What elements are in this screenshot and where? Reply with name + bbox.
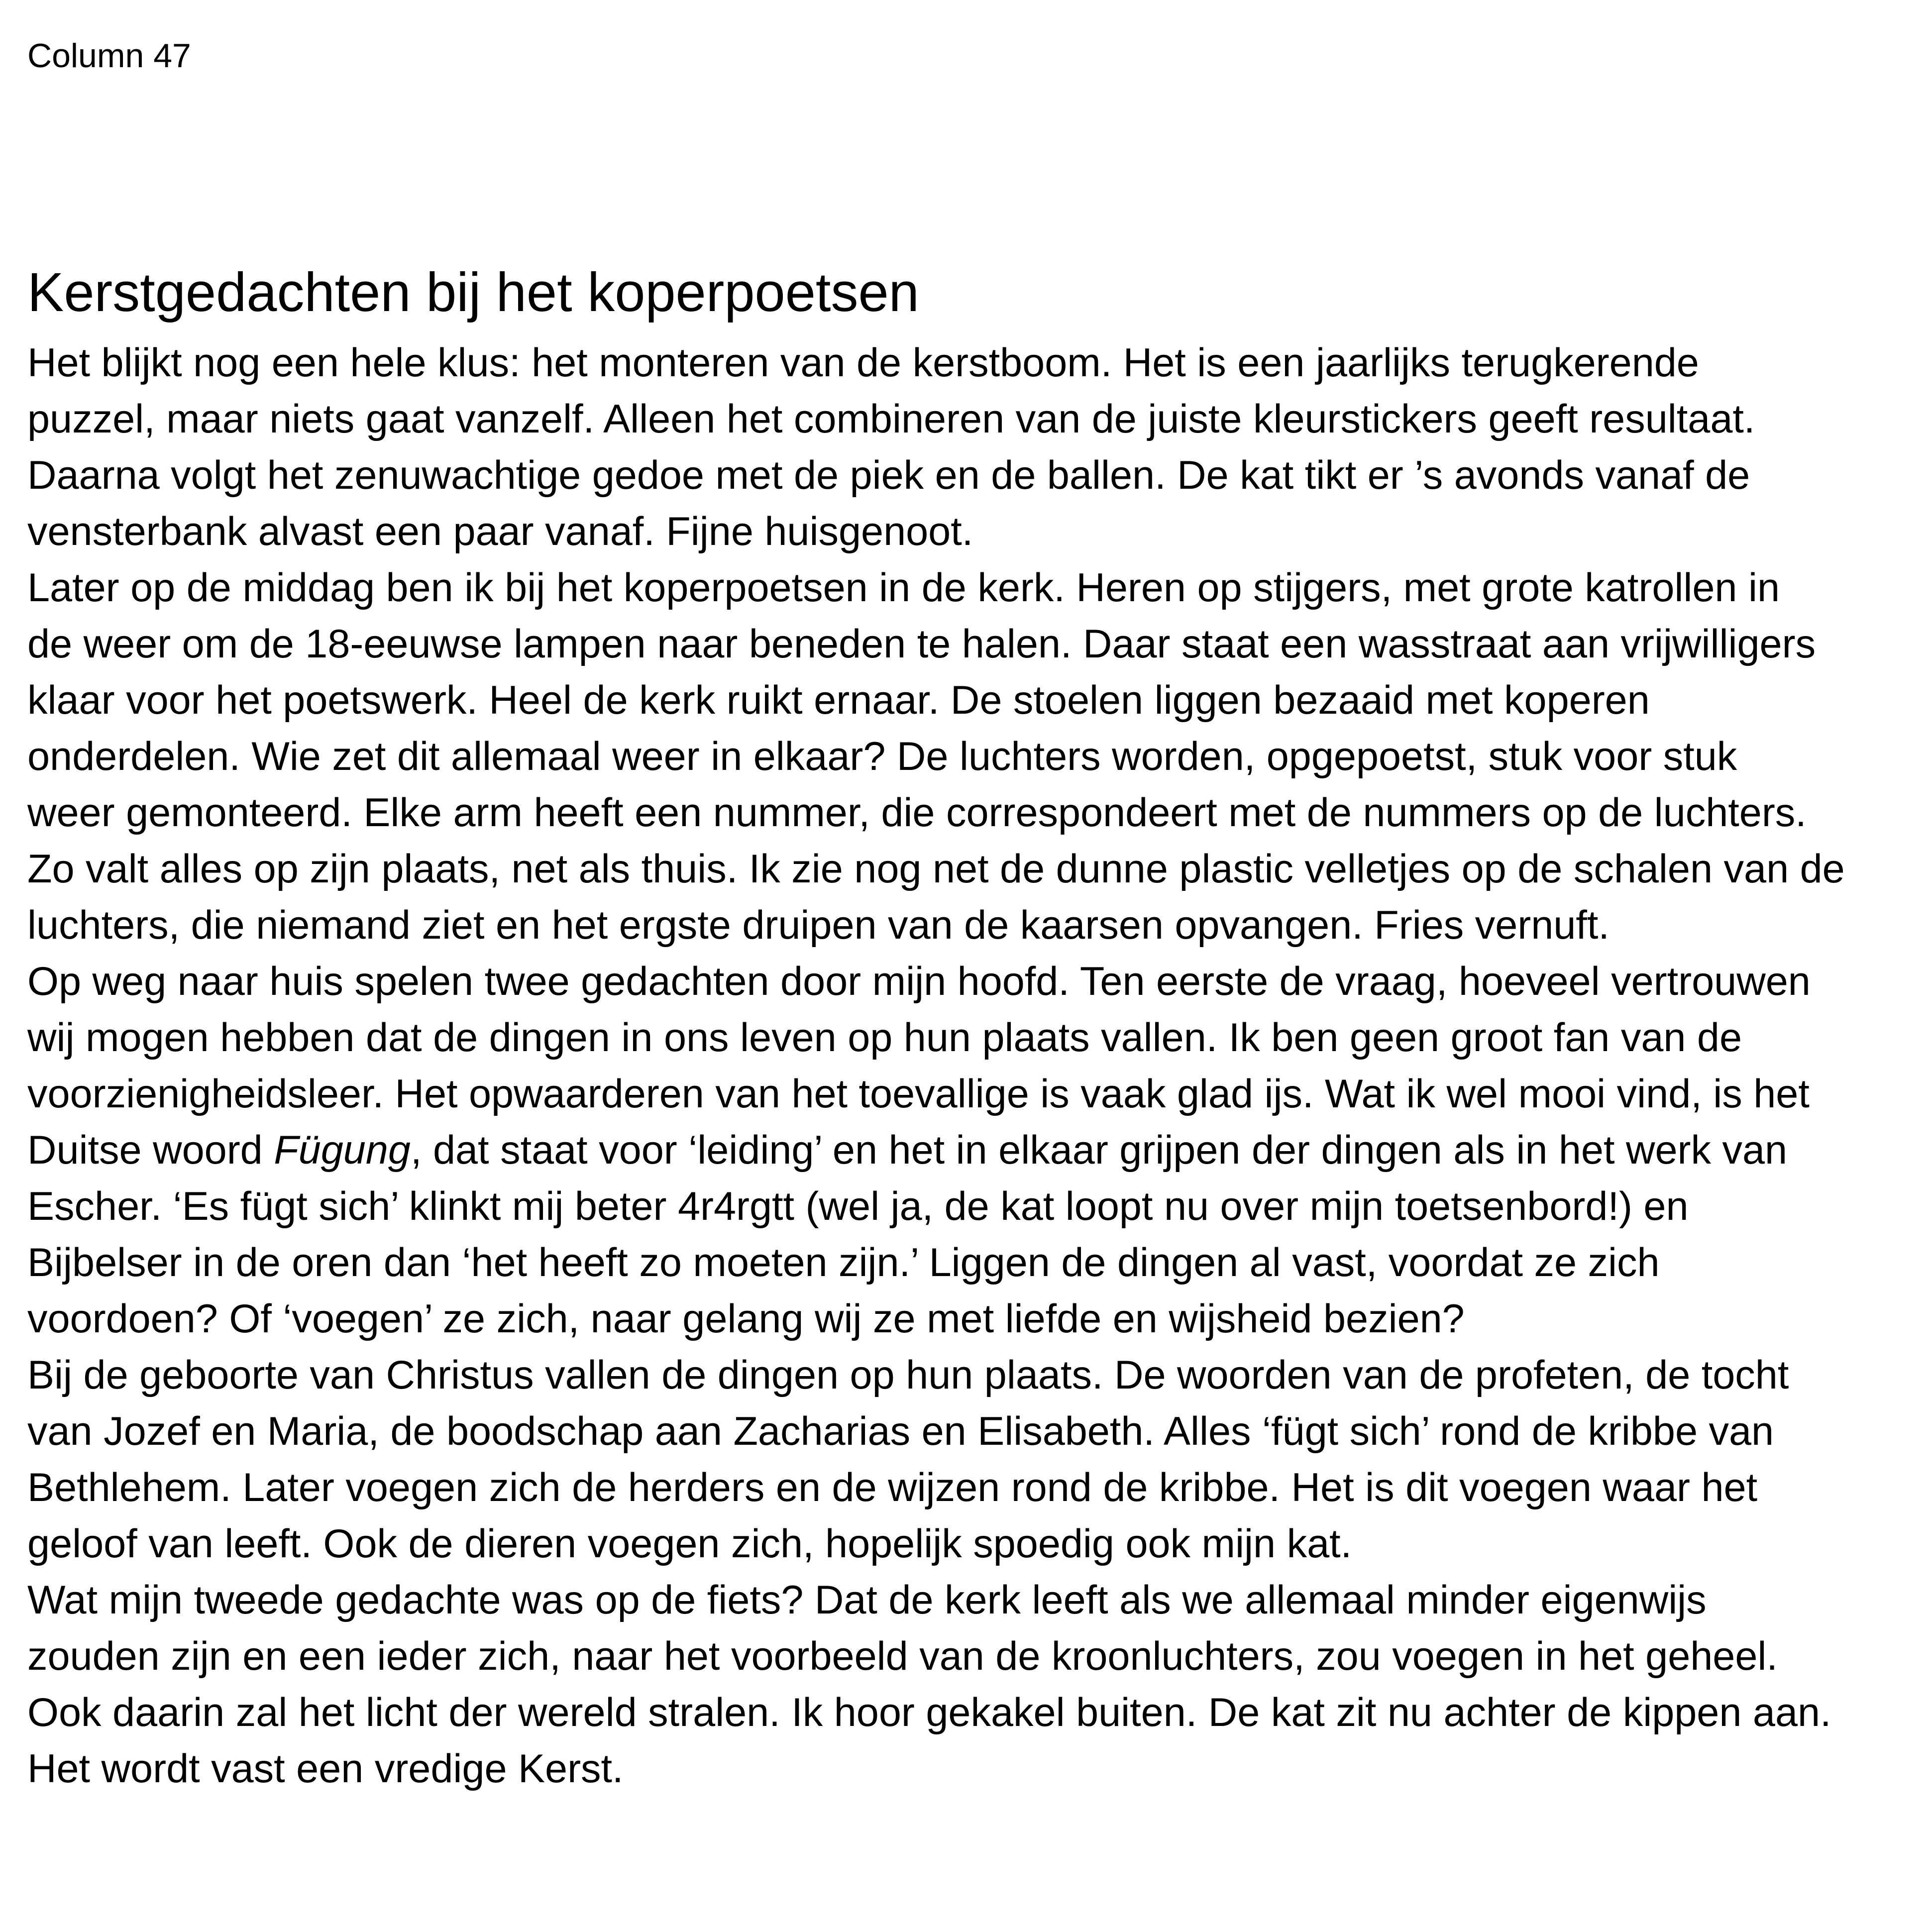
text-line xyxy=(27,841,1919,897)
column-label: Column 47 xyxy=(27,37,191,75)
text-segment: van Jozef en Maria, de boodschap aan Zacharias en Elisabeth. Alles ‘fügt sich’ rond de kribbe van xyxy=(27,1409,1774,1454)
text-segment: weer gemonteerd. Elke arm heeft een nummer, die correspondeert met de nummers op de luchters. xyxy=(27,790,1807,835)
text-line xyxy=(27,504,1919,560)
text-segment: vensterbank alvast een paar vanaf. Fijne huisgenoot. xyxy=(27,509,973,554)
text-line xyxy=(27,1516,1919,1572)
text-line xyxy=(27,560,1919,616)
text-line xyxy=(27,1066,1919,1122)
text-line xyxy=(27,1179,1919,1235)
text-line xyxy=(27,1628,1919,1685)
text-line xyxy=(27,447,1919,504)
text-line xyxy=(27,954,1919,1010)
text-segment: klaar voor het poetswerk. Heel de kerk ruikt ernaar. De stoelen liggen bezaaid met koperen xyxy=(27,678,1650,723)
text-line xyxy=(27,672,1919,729)
text-segment: puzzel, maar niets gaat vanzelf. Alleen het combineren van de juiste kleurstickers geeft resultaat. xyxy=(27,397,1755,441)
text-line xyxy=(27,1347,1919,1403)
text-segment: luchters, die niemand ziet en het ergste druipen van de kaarsen opvangen. Fries vernuft. xyxy=(27,903,1610,948)
text-line xyxy=(27,1685,1919,1741)
article-body xyxy=(27,335,1919,1797)
text-line xyxy=(27,729,1919,785)
text-line xyxy=(27,1235,1919,1291)
text-segment: Escher. ‘Es fügt sich’ klinkt mij beter 4r4rgtt (wel ja, de kat loopt nu over mijn toetsenbord!) en xyxy=(27,1184,1689,1229)
text-segment: geloof van leeft. Ook de dieren voegen zich, hopelijk spoedig ook mijn kat. xyxy=(27,1521,1352,1566)
text-segment: Bethlehem. Later voegen zich de herders en de wijzen rond de kribbe. Het is dit voegen waar het xyxy=(27,1465,1758,1510)
text-segment: wij mogen hebben dat de dingen in ons leven op hun plaats vallen. Ik ben geen groot fan van de xyxy=(27,1015,1742,1060)
text-line xyxy=(27,616,1919,672)
text-segment: Later op de middag ben ik bij het koperpoetsen in de kerk. Heren op stijgers, met grote katrollen in xyxy=(27,565,1780,610)
text-line xyxy=(27,785,1919,841)
text-line xyxy=(27,897,1919,954)
text-line xyxy=(27,335,1919,391)
italic-term: Fügung xyxy=(274,1128,411,1173)
text-segment: Bij de geboorte van Christus vallen de dingen op hun plaats. De woorden van de profeten, de tocht xyxy=(27,1353,1789,1397)
text-segment: Het wordt vast een vredige Kerst. xyxy=(27,1746,624,1791)
text-segment: Wat mijn tweede gedachte was op de fiets? Dat de kerk leeft als we allemaal minder eigenwijs xyxy=(27,1578,1707,1622)
text-segment: , dat staat voor ‘leiding’ en het in elkaar grijpen der dingen als in het werk van xyxy=(410,1128,1788,1173)
article xyxy=(27,259,1919,1797)
text-line xyxy=(27,391,1919,447)
text-segment: voordoen? Of ‘voegen’ ze zich, naar gelang wij ze met liefde en wijsheid bezien? xyxy=(27,1296,1465,1341)
text-segment: zouden zijn en een ieder zich, naar het voorbeeld van de kroonluchters, zou voegen in het geheel. xyxy=(27,1634,1778,1679)
text-line xyxy=(27,1572,1919,1628)
text-segment: de weer om de 18-eeuwse lampen naar beneden te halen. Daar staat een wasstraat aan vrijwilligers xyxy=(27,622,1816,666)
text-line xyxy=(27,1291,1919,1347)
text-segment: Zo valt alles op zijn plaats, net als thuis. Ik zie nog net de dunne plastic velletjes op de schalen van de xyxy=(27,847,1845,891)
text-segment: onderdelen. Wie zet dit allemaal weer in elkaar? De luchters worden, opgepoetst, stuk voor stuk xyxy=(27,734,1737,779)
text-line xyxy=(27,1460,1919,1516)
text-line xyxy=(27,1403,1919,1460)
text-line xyxy=(27,1741,1919,1797)
text-segment: Duitse woord xyxy=(27,1128,274,1173)
text-line xyxy=(27,1010,1919,1066)
text-segment: Bijbelser in de oren dan ‘het heeft zo moeten zijn.’ Liggen de dingen al vast, voordat ze zich xyxy=(27,1240,1660,1285)
article-title: Kerstgedachten bij het koperpoetsen xyxy=(27,262,919,323)
text-line xyxy=(27,1122,1919,1179)
text-segment: Op weg naar huis spelen twee gedachten door mijn hoofd. Ten eerste de vraag, hoeveel vertrouwen xyxy=(27,959,1811,1004)
text-segment: Het blijkt nog een hele klus: het monteren van de kerstboom. Het is een jaarlijks terugkerende xyxy=(27,340,1699,385)
text-segment: Daarna volgt het zenuwachtige gedoe met de piek en de ballen. De kat tikt er ’s avonds vanaf de xyxy=(27,453,1750,498)
text-segment: Ook daarin zal het licht der wereld stralen. Ik hoor gekakel buiten. De kat zit nu achter de kippen aan. xyxy=(27,1690,1831,1735)
text-segment: voorzienigheidsleer. Het opwaarderen van het toevallige is vaak glad ijs. Wat ik wel mooi vind, is het xyxy=(27,1072,1810,1116)
